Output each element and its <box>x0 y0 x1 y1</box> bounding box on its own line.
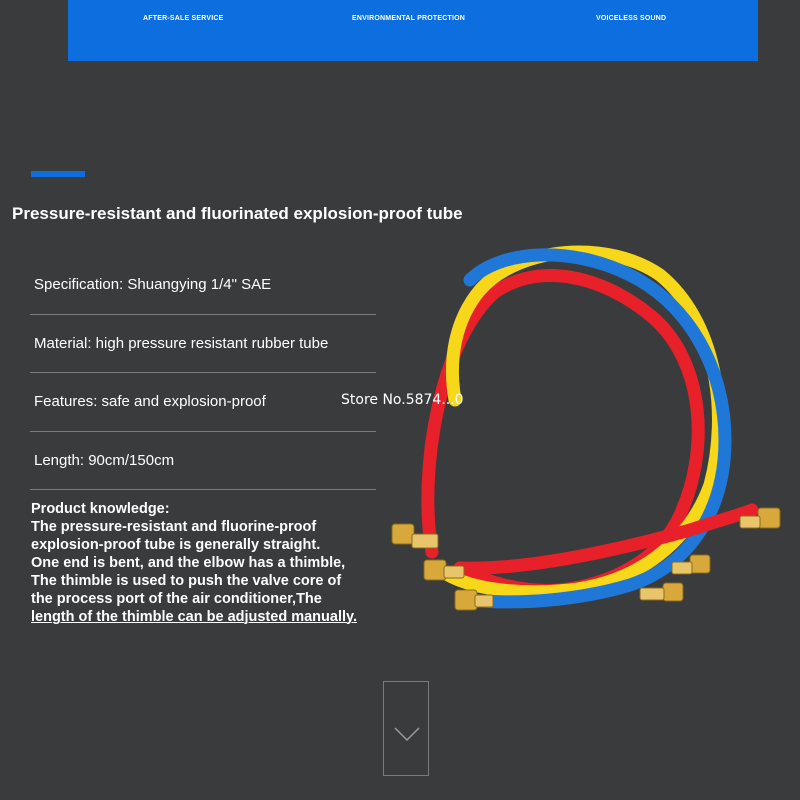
spec-item-length <box>30 432 376 491</box>
section-title: Pressure-resistant and fluorinated explosion-proof tube <box>12 204 463 223</box>
knowledge-line: length of the thimble can be adjusted manually. <box>31 609 358 625</box>
chevron-down-icon <box>393 726 421 742</box>
spec-text: Length: 90cm/150cm <box>34 451 175 469</box>
knowledge-line: The pressure-resistant and fluorine-proof <box>31 519 317 535</box>
spec-list <box>30 256 376 490</box>
fitting-left-middle <box>424 560 446 580</box>
scroll-down-button[interactable] <box>383 681 429 776</box>
knowledge-line: One end is bent, and the elbow has a thimble, <box>31 555 346 571</box>
knowledge-line: The thimble is used to push the valve core of <box>31 573 342 589</box>
accent-bar <box>31 171 85 177</box>
spec-text: Specification: Shuangying 1/4" SAE <box>34 276 272 293</box>
product-knowledge <box>31 500 411 626</box>
knowledge-line: explosion-proof tube is generally straight. <box>31 537 321 553</box>
spec-text: Features: safe and explosion-proof <box>34 393 266 410</box>
knowledge-line: the process port of the air conditioner,The <box>31 591 322 607</box>
banner-item-after-sale: AFTER-SALE SERVICE <box>143 15 224 22</box>
store-watermark: Store No.5874...0 <box>341 392 464 408</box>
banner-item-environmental: ENVIRONMENTAL PROTECTION <box>352 15 466 22</box>
spec-item-specification <box>30 256 376 315</box>
spec-text: Material: high pressure resistant rubber tube <box>34 334 329 352</box>
fitting-right-bottom <box>663 583 683 601</box>
top-banner <box>68 0 758 61</box>
knowledge-heading: Product knowledge: <box>31 501 170 517</box>
spec-item-features <box>30 373 376 432</box>
fitting-right-top <box>758 508 780 528</box>
hose-product-image <box>380 236 800 620</box>
fitting-right-middle <box>690 555 710 573</box>
fitting-left-bottom <box>455 590 477 610</box>
spec-item-material <box>30 315 376 374</box>
banner-item-voiceless: VOICELESS SOUND <box>596 15 667 22</box>
